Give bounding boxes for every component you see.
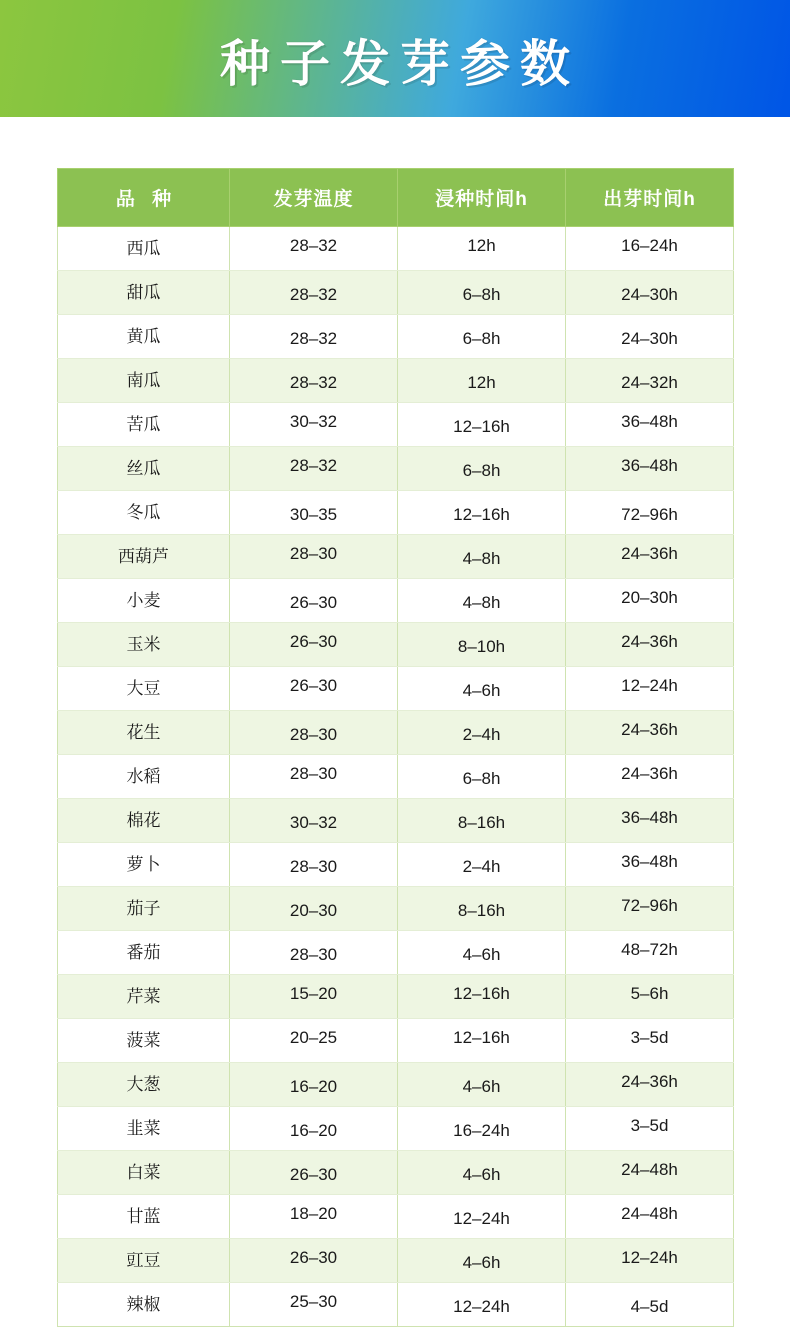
cell-sprout-time: 48–72h xyxy=(566,931,734,975)
cell-soak-time: 12–24h xyxy=(398,1283,566,1327)
cell-variety: 茄子 xyxy=(58,887,230,931)
cell-soak-time: 6–8h xyxy=(398,447,566,491)
cell-soak-time: 12h xyxy=(398,227,566,271)
cell-soak-time: 4–6h xyxy=(398,931,566,975)
cell-temperature: 30–32 xyxy=(230,799,398,843)
table-row xyxy=(58,447,734,491)
table-row xyxy=(58,931,734,975)
table-header xyxy=(58,169,734,227)
cell-soak-time: 12–24h xyxy=(398,1195,566,1239)
cell-soak-time: 2–4h xyxy=(398,843,566,887)
cell-sprout-time: 12–24h xyxy=(566,1239,734,1283)
cell-temperature: 26–30 xyxy=(230,667,398,711)
table-row xyxy=(58,623,734,667)
table-row xyxy=(58,975,734,1019)
cell-temperature: 28–32 xyxy=(230,447,398,491)
table-row xyxy=(58,1063,734,1107)
cell-temperature: 20–30 xyxy=(230,887,398,931)
cell-temperature: 28–32 xyxy=(230,271,398,315)
cell-soak-time: 4–6h xyxy=(398,667,566,711)
cell-variety: 黄瓜 xyxy=(58,315,230,359)
cell-soak-time: 12–16h xyxy=(398,403,566,447)
cell-sprout-time: 24–36h xyxy=(566,711,734,755)
cell-sprout-time: 5–6h xyxy=(566,975,734,1019)
cell-variety: 玉米 xyxy=(58,623,230,667)
cell-soak-time: 16–24h xyxy=(398,1107,566,1151)
cell-temperature: 16–20 xyxy=(230,1063,398,1107)
cell-variety: 甜瓜 xyxy=(58,271,230,315)
cell-sprout-time: 24–48h xyxy=(566,1195,734,1239)
cell-soak-time: 8–10h xyxy=(398,623,566,667)
table-row xyxy=(58,711,734,755)
cell-soak-time: 6–8h xyxy=(398,315,566,359)
cell-variety: 大葱 xyxy=(58,1063,230,1107)
cell-variety: 萝卜 xyxy=(58,843,230,887)
table-row xyxy=(58,271,734,315)
cell-temperature: 28–30 xyxy=(230,843,398,887)
cell-sprout-time: 72–96h xyxy=(566,887,734,931)
cell-soak-time: 6–8h xyxy=(398,755,566,799)
cell-variety: 苦瓜 xyxy=(58,403,230,447)
cell-soak-time: 12–16h xyxy=(398,975,566,1019)
cell-sprout-time: 24–30h xyxy=(566,271,734,315)
cell-variety: 棉花 xyxy=(58,799,230,843)
cell-temperature: 28–32 xyxy=(230,227,398,271)
table-row xyxy=(58,315,734,359)
cell-temperature: 16–20 xyxy=(230,1107,398,1151)
cell-temperature: 26–30 xyxy=(230,623,398,667)
cell-variety: 韭菜 xyxy=(58,1107,230,1151)
cell-sprout-time: 4–5d xyxy=(566,1283,734,1327)
cell-temperature: 28–30 xyxy=(230,711,398,755)
cell-sprout-time: 36–48h xyxy=(566,799,734,843)
cell-soak-time: 8–16h xyxy=(398,887,566,931)
cell-sprout-time: 72–96h xyxy=(566,491,734,535)
table-body xyxy=(58,227,734,1327)
table-row xyxy=(58,579,734,623)
seed-table-container xyxy=(57,168,733,1327)
cell-variety: 西瓜 xyxy=(58,227,230,271)
table-row xyxy=(58,535,734,579)
column-header-sprout-time: 出芽时间h xyxy=(566,169,734,227)
cell-soak-time: 4–6h xyxy=(398,1063,566,1107)
cell-variety: 菠菜 xyxy=(58,1019,230,1063)
table-header-row xyxy=(58,169,734,227)
cell-variety: 大豆 xyxy=(58,667,230,711)
page-title: 种子发芽参数 xyxy=(220,34,580,93)
cell-soak-time: 8–16h xyxy=(398,799,566,843)
cell-variety: 水稻 xyxy=(58,755,230,799)
cell-sprout-time: 24–32h xyxy=(566,359,734,403)
cell-variety: 白菜 xyxy=(58,1151,230,1195)
table-row xyxy=(58,359,734,403)
table-row xyxy=(58,1107,734,1151)
cell-sprout-time: 24–36h xyxy=(566,1063,734,1107)
cell-variety: 花生 xyxy=(58,711,230,755)
cell-sprout-time: 3–5d xyxy=(566,1019,734,1063)
table-row xyxy=(58,403,734,447)
cell-sprout-time: 3–5d xyxy=(566,1107,734,1151)
table-row xyxy=(58,887,734,931)
cell-sprout-time: 16–24h xyxy=(566,227,734,271)
cell-sprout-time: 24–36h xyxy=(566,755,734,799)
cell-sprout-time: 24–36h xyxy=(566,623,734,667)
table-row xyxy=(58,843,734,887)
cell-temperature: 30–35 xyxy=(230,491,398,535)
cell-temperature: 25–30 xyxy=(230,1283,398,1327)
table-row xyxy=(58,755,734,799)
column-header-variety: 品 种 xyxy=(58,169,230,227)
cell-sprout-time: 24–36h xyxy=(566,535,734,579)
cell-variety: 豇豆 xyxy=(58,1239,230,1283)
cell-variety: 西葫芦 xyxy=(58,535,230,579)
table-row xyxy=(58,491,734,535)
cell-temperature: 28–32 xyxy=(230,359,398,403)
cell-variety: 冬瓜 xyxy=(58,491,230,535)
cell-temperature: 26–30 xyxy=(230,1151,398,1195)
cell-temperature: 20–25 xyxy=(230,1019,398,1063)
cell-soak-time: 6–8h xyxy=(398,271,566,315)
cell-sprout-time: 20–30h xyxy=(566,579,734,623)
cell-soak-time: 12h xyxy=(398,359,566,403)
cell-soak-time: 4–6h xyxy=(398,1239,566,1283)
cell-temperature: 28–30 xyxy=(230,755,398,799)
cell-temperature: 28–30 xyxy=(230,931,398,975)
cell-variety: 番茄 xyxy=(58,931,230,975)
cell-soak-time: 12–16h xyxy=(398,491,566,535)
table-row xyxy=(58,1151,734,1195)
cell-temperature: 30–32 xyxy=(230,403,398,447)
column-header-soak-time: 浸种时间h xyxy=(398,169,566,227)
cell-sprout-time: 24–30h xyxy=(566,315,734,359)
cell-variety: 辣椒 xyxy=(58,1283,230,1327)
cell-sprout-time: 36–48h xyxy=(566,447,734,491)
table-row xyxy=(58,1283,734,1327)
table-row xyxy=(58,1019,734,1063)
cell-sprout-time: 36–48h xyxy=(566,843,734,887)
cell-soak-time: 4–8h xyxy=(398,535,566,579)
table-row xyxy=(58,1239,734,1283)
cell-temperature: 28–30 xyxy=(230,535,398,579)
table-row xyxy=(58,1195,734,1239)
cell-variety: 南瓜 xyxy=(58,359,230,403)
cell-sprout-time: 12–24h xyxy=(566,667,734,711)
table-row xyxy=(58,667,734,711)
cell-sprout-time: 36–48h xyxy=(566,403,734,447)
table-row xyxy=(58,227,734,271)
cell-variety: 小麦 xyxy=(58,579,230,623)
column-header-temperature: 发芽温度 xyxy=(230,169,398,227)
cell-temperature: 28–32 xyxy=(230,315,398,359)
cell-temperature: 15–20 xyxy=(230,975,398,1019)
cell-soak-time: 4–8h xyxy=(398,579,566,623)
cell-soak-time: 2–4h xyxy=(398,711,566,755)
cell-variety: 芹菜 xyxy=(58,975,230,1019)
cell-variety: 甘蓝 xyxy=(58,1195,230,1239)
cell-temperature: 26–30 xyxy=(230,579,398,623)
cell-temperature: 18–20 xyxy=(230,1195,398,1239)
table-row xyxy=(58,799,734,843)
cell-soak-time: 12–16h xyxy=(398,1019,566,1063)
cell-soak-time: 4–6h xyxy=(398,1151,566,1195)
cell-variety: 丝瓜 xyxy=(58,447,230,491)
header-banner xyxy=(0,0,790,117)
seed-germination-table xyxy=(57,168,734,1327)
cell-sprout-time: 24–48h xyxy=(566,1151,734,1195)
cell-temperature: 26–30 xyxy=(230,1239,398,1283)
